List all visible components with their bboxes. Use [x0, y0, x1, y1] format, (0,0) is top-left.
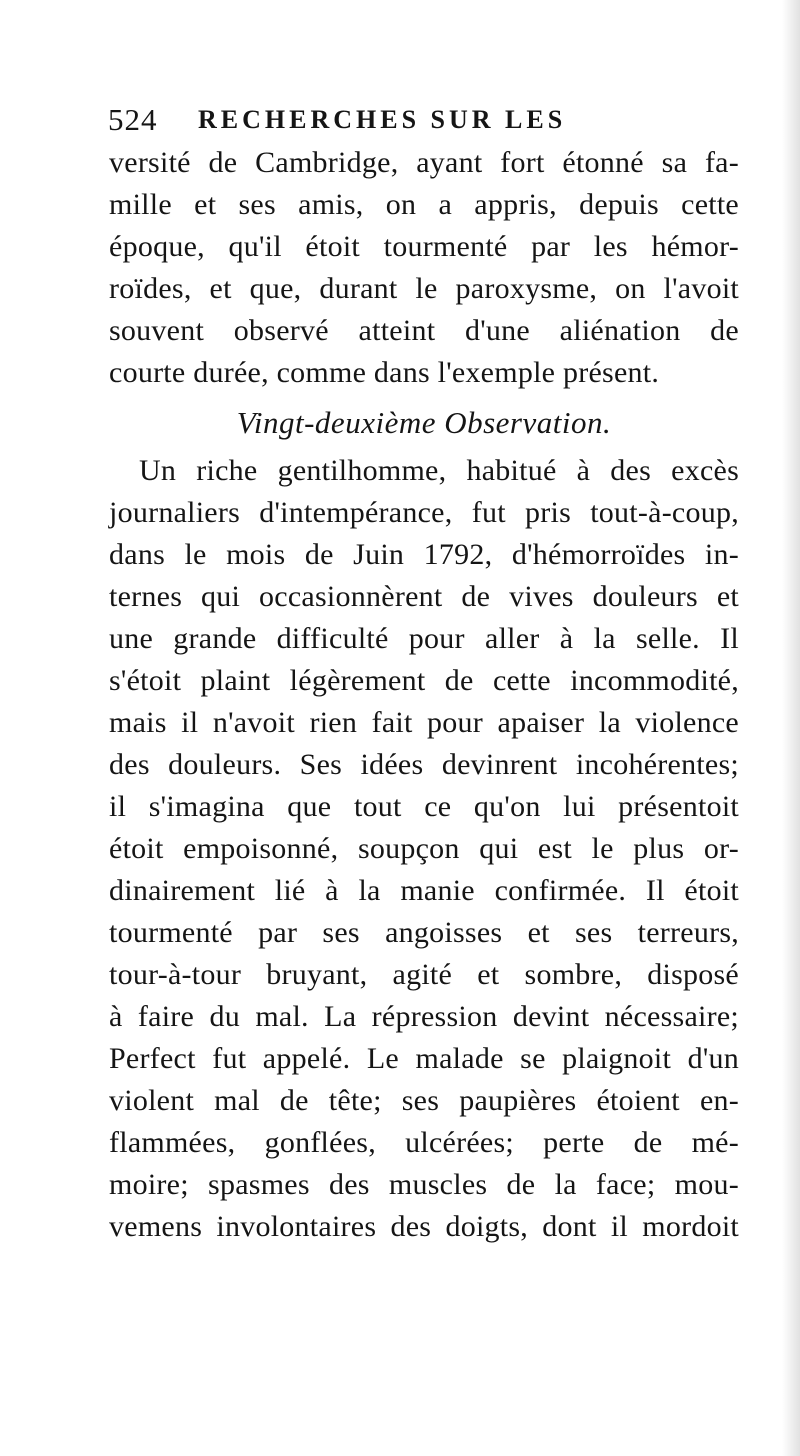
- page-text: [109, 142, 739, 1248]
- text-line: dans le mois de Juin 1792, d'hémorroïdes in-: [109, 538, 739, 571]
- text-line: époque, qu'il étoit tourmenté par les hémor-: [109, 230, 739, 263]
- text-line: ternes qui occasionnèrent de vives douleurs et: [109, 580, 739, 613]
- text-line: s'étoit plaint légèrement de cette incommodité,: [109, 664, 739, 697]
- text-line: dinairement lié à la manie confirmée. Il étoit: [109, 874, 739, 907]
- page-edge-shadow: [782, 0, 800, 1456]
- text-line: journaliers d'intempérance, fut pris tout-à-coup,: [109, 496, 739, 529]
- running-head: RECHERCHES SUR LES: [198, 105, 567, 134]
- text-line: une grande difficulté pour aller à la selle. Il: [109, 622, 739, 655]
- text-line: Un riche gentilhomme, habitué à des excès: [139, 454, 739, 487]
- text-line: souvent observé atteint d'une aliénation de: [109, 314, 739, 347]
- page-header: [108, 100, 608, 140]
- text-line: étoit empoisonné, soupçon qui est le plus or-: [109, 832, 739, 865]
- page-number: 524: [108, 102, 158, 137]
- text-line: vemens involontaires des doigts, dont il mordoit: [109, 1210, 739, 1243]
- text-line: tour-à-tour bruyant, agité et sombre, disposé: [109, 958, 739, 991]
- text-line: violent mal de tête; ses paupières étoient en-: [109, 1084, 739, 1117]
- text-line: versité de Cambridge, ayant fort étonné sa fa-: [109, 146, 739, 179]
- section-heading: Vingt-deuxième Observation.: [236, 405, 612, 440]
- text-line: flammées, gonflées, ulcérées; perte de mé-: [109, 1126, 739, 1159]
- text-line: Perfect fut appelé. Le malade se plaignoit d'un: [109, 1042, 739, 1075]
- text-line: à faire du mal. La répression devint nécessaire;: [109, 1000, 739, 1033]
- text-line: mais il n'avoit rien fait pour apaiser la violence: [109, 706, 739, 739]
- text-line: moire; spasmes des muscles de la face; mou-: [109, 1168, 739, 1201]
- text-line: roïdes, et que, durant le paroxysme, on l'avoit: [109, 272, 739, 305]
- text-line: tourmenté par ses angoisses et ses terreurs,: [109, 916, 739, 949]
- text-line: mille et ses amis, on a appris, depuis cette: [109, 188, 739, 221]
- text-line: des douleurs. Ses idées devinrent incohérentes;: [109, 748, 739, 781]
- text-line: il s'imagina que tout ce qu'on lui présentoit: [109, 790, 739, 823]
- text-line: courte durée, comme dans l'exemple présent.: [109, 356, 660, 389]
